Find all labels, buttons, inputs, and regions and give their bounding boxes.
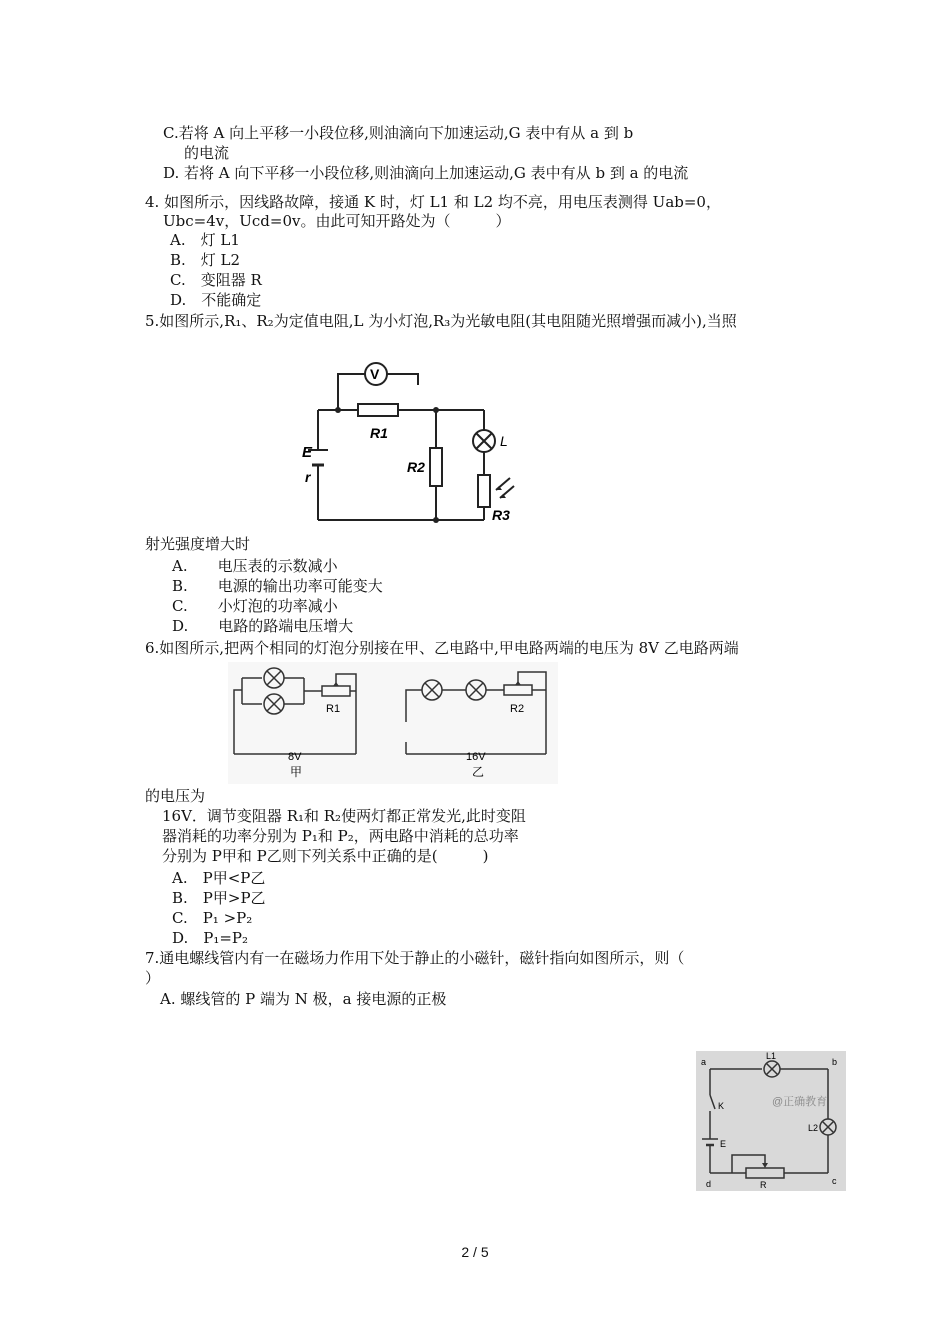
r2-label: R2 [510, 703, 525, 715]
q4-circuit-diagram [696, 1051, 846, 1191]
lamp-label: L [500, 433, 508, 449]
internal-resistance-label: r [305, 469, 311, 485]
voltage-16v-label: 16V [466, 751, 486, 763]
r2-label: R2 [407, 459, 425, 475]
q4-option-a: A. 灯 L1 [170, 231, 240, 249]
emf-label: E [302, 444, 313, 461]
r1-label: R1 [326, 703, 341, 715]
q6-circuit-diagrams [228, 662, 558, 784]
switch-k-label: K [718, 1101, 725, 1111]
node-dot [433, 407, 439, 413]
q6-stem-line3: 16V．调节变阻器 R₁和 R₂使两灯都正常发光,此时变阻 [162, 807, 526, 825]
node-dot [335, 407, 341, 413]
node-d-label: d [706, 1179, 712, 1189]
q5-option-b: B. 电源的输出功率可能变大 [172, 577, 383, 595]
q3-option-c-line1: C.若将 A 向上平移一小段位移,则油滴向下加速运动,G 表中有从 a 到 b [163, 124, 634, 142]
q6-option-c: C. P₁ >P₂ [172, 909, 253, 927]
q6-option-a: A. P甲<P乙 [172, 869, 266, 887]
q4-option-b: B. 灯 L2 [170, 251, 241, 269]
node-a-label: a [701, 1057, 707, 1067]
node-b-label: b [832, 1057, 838, 1067]
q4-option-c: C. 变阻器 R [170, 271, 262, 289]
q3-option-c-line2: 的电流 [184, 144, 230, 162]
voltage-8v-label: 8V [288, 751, 302, 763]
q6-stem-line1: 6.如图所示,把两个相同的灯泡分别接在甲、乙电路中,甲电路两端的电压为 8V 乙电路两端 [145, 639, 739, 657]
q5-stem-line2: 射光强度增大时 [145, 535, 251, 553]
circuit-jia-label: 甲 [290, 765, 303, 779]
circuit-yi-label: 乙 [472, 765, 485, 779]
l1-label: L1 [766, 1051, 777, 1061]
q4-stem-line2: Ubc=4v，Ucd=0v。由此可知开路处为（ ） [163, 212, 511, 230]
page-number: 2 / 5 [461, 1244, 489, 1260]
q4-stem-line1: 4. 如图所示，因线路故障，接通 K 时，灯 L1 和 L2 均不亮，用电压表测得 Uab=0， [145, 193, 721, 211]
q5-option-d: D. 电路的路端电压增大 [172, 617, 354, 635]
q7-option-a: A. 螺线管的 P 端为 N 极，a 接电源的正极 [160, 990, 447, 1008]
q5-option-a: A. 电压表的示数减小 [172, 557, 338, 575]
battery-e-label: E [720, 1139, 727, 1149]
node-c-label: c [832, 1176, 837, 1186]
r1-label: R1 [370, 425, 388, 441]
q6-option-d: D. P₁=P₂ [172, 929, 249, 947]
r3-label: R3 [492, 507, 510, 523]
q6-stem-line4: 器消耗的功率分别为 P₁和 P₂，两电路中消耗的总功率 [162, 827, 519, 845]
q6-stem-line2: 的电压为 [145, 787, 206, 805]
q3-option-d: D. 若将 A 向下平移一小段位移,则油滴向上加速运动,G 表中有从 b 到 a 的电流 [163, 164, 689, 182]
l2-label: L2 [808, 1123, 819, 1133]
q5-option-c: C. 小灯泡的功率减小 [172, 597, 338, 615]
q5-stem-line1: 5.如图所示,R₁、R₂为定值电阻,L 为小灯泡,R₃为光敏电阻(其电阻随光照增强而减小),当照 [145, 312, 737, 330]
rheostat-r-label: R [760, 1180, 767, 1190]
q7-stem-line2: ） [145, 969, 161, 987]
q5-circuit-diagram [300, 360, 530, 530]
q6-stem-line5: 分别为 P甲和 P乙则下列关系中正确的是( ) [162, 847, 489, 865]
q7-stem-line1: 7.通电螺线管内有一在磁场力作用下处于静止的小磁针，磁针指向如图所示，则（ [145, 949, 685, 967]
watermark-text: @正确教育 [772, 1096, 828, 1108]
q4-option-d: D. 不能确定 [170, 291, 262, 309]
voltmeter-label: V [370, 366, 380, 382]
q6-option-b: B. P甲>P乙 [172, 889, 266, 907]
node-dot [433, 517, 439, 523]
